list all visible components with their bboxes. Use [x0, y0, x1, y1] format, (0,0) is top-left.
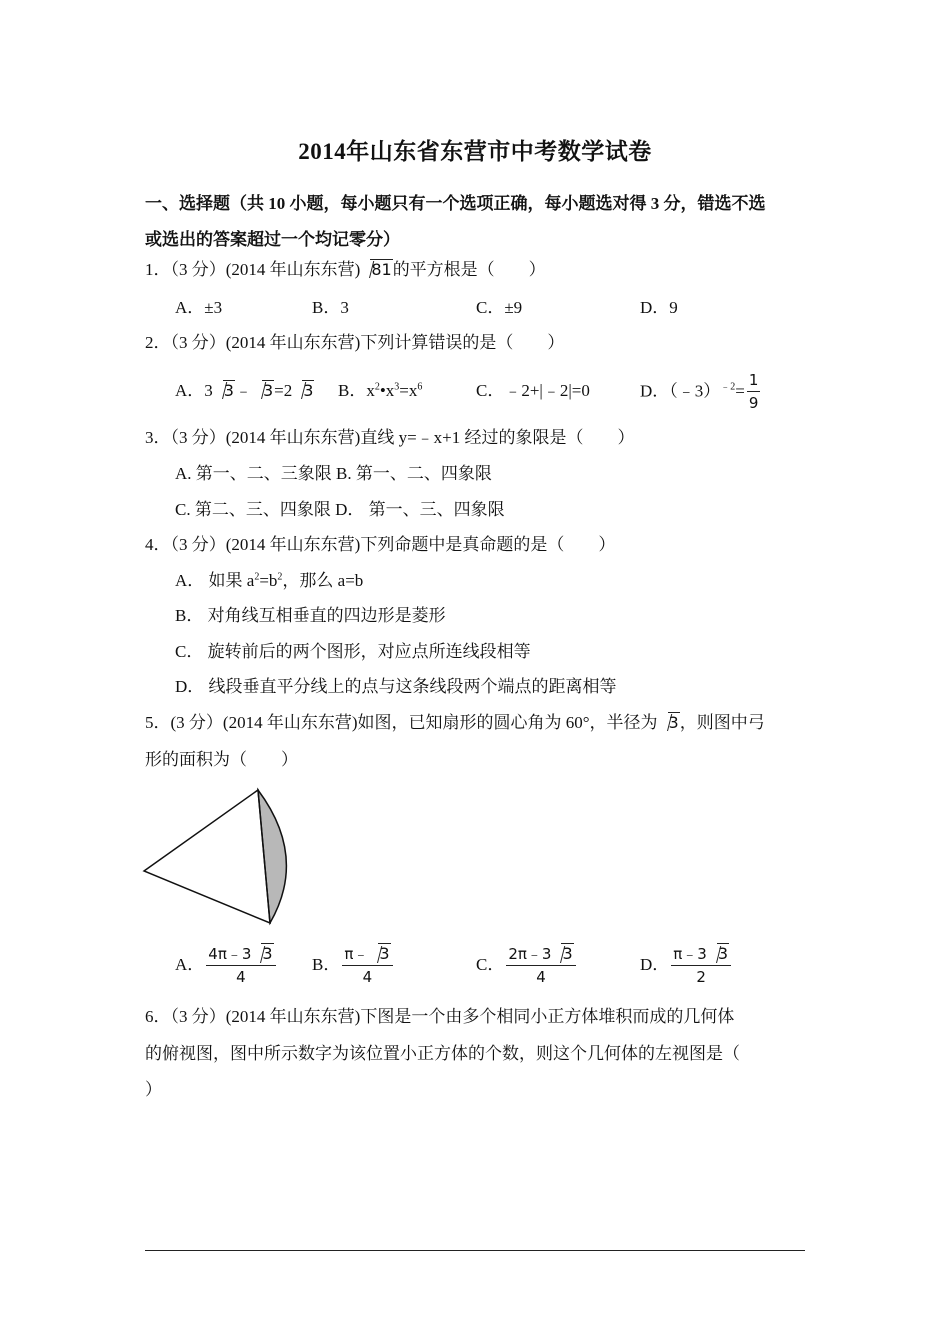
- section-heading-line1: 一、选择题（共 10 小题，每小题只有一个选项正确，每小题选对得 3 分，错选不选: [145, 194, 766, 213]
- q1-option-b: B．3: [312, 298, 349, 317]
- question-6-line2: 的俯视图，图中所示数字为该位置小正方体的个数，则这个几何体的左视图是（: [145, 1044, 740, 1063]
- q3-options-row1: A. 第一、二、三象限 B. 第一、二、四象限: [175, 464, 492, 483]
- question-6-line3: ）: [145, 1080, 162, 1099]
- question-5-stem: 5．(3 分）(2014 年山东东营)如图，已知扇形的圆心角为 60°，半径为 3，则图中弓: [145, 711, 765, 735]
- q4-option-a: A． 如果 $a^2=b^2$，那么 a=b: [175, 571, 364, 590]
- question-2-stem: 2．（3 分）(2014 年山东东营)下列计算错误的是（ ）: [145, 333, 565, 352]
- question-6-line1: 6．（3 分）(2014 年山东东营)下图是一个由多个相同小正方体堆积而成的几何体: [145, 1007, 735, 1026]
- question-5-stem-line2: 形的面积为（ ）: [145, 750, 298, 769]
- segment-shaded-region: [258, 790, 286, 923]
- q1-option-c: C．±9: [476, 298, 523, 317]
- sector-figure: [140, 785, 300, 930]
- q1-option-a: A．±3: [175, 298, 223, 317]
- question-1-stem: 1．（3 分）(2014 年山东东营) 81的平方根是（ ）: [145, 258, 546, 282]
- q5-option-d: D． $\frac{\pi﹣3 3}{2}$: [640, 943, 733, 987]
- section-heading-line2: 或选出的答案超过一个均记零分）: [145, 230, 400, 249]
- q4-option-d: D． 线段垂直平分线上的点与这条线段两个端点的距离相等: [175, 677, 617, 696]
- question-3-stem: 3．（3 分）(2014 年山东东营)直线 y=﹣x+1 经过的象限是（ ）: [145, 428, 635, 447]
- q2-option-d: D．（﹣3）$^{﹣2}$= $\frac{1}{9}$: [640, 371, 759, 412]
- fraction-one-ninth: $\frac{1}{9}$: [748, 371, 759, 412]
- q5-option-b: B． $\frac{\pi﹣ 3}{4}$: [312, 943, 395, 987]
- q2-option-b: B．$x^2•x^3=x^6$: [338, 381, 423, 400]
- footer-rule: [145, 1250, 805, 1251]
- q2-option-a: A．3 3﹣ 3=2 3: [175, 379, 314, 403]
- q5-option-c: C． $\frac{2\pi﹣3 3}{4}$: [476, 943, 578, 987]
- q4-option-c: C． 旋转前后的两个图形，对应点所连线段相等: [175, 642, 531, 661]
- page-title: 2014年山东省东营市中考数学试卷: [298, 139, 652, 164]
- q1-option-d: D．9: [640, 298, 678, 317]
- q3-options-row2: C. 第二、三、四象限 D． 第一、三、四象限: [175, 500, 505, 519]
- section-heading: [145, 186, 810, 258]
- q2-option-c: C．﹣2+|﹣2|=0: [476, 381, 590, 400]
- triangle-outline: [144, 790, 270, 923]
- q5-option-a: A． $\frac{4\pi﹣3 3}{4}$: [175, 943, 278, 987]
- sqrt-81: 81: [361, 258, 392, 282]
- q4-option-b: B． 对角线互相垂直的四边形是菱形: [175, 606, 446, 625]
- question-4-stem: 4．（3 分）(2014 年山东东营)下列命题中是真命题的是（ ）: [145, 535, 616, 554]
